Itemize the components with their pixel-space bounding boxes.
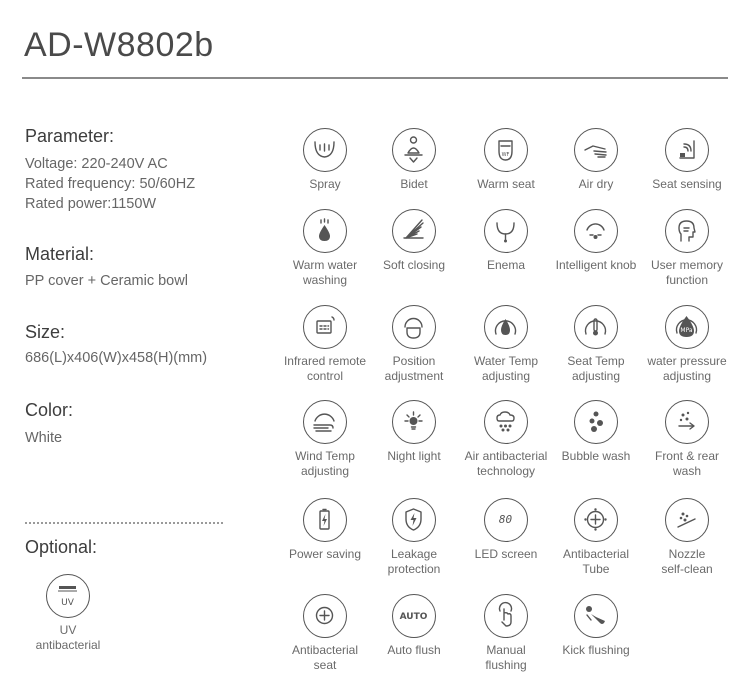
feature-label-line1: Air antibacterial [464,449,548,463]
feature-label-line1: water pressure [647,354,727,368]
feature-battery [277,498,373,562]
feature-front-rear [639,400,735,479]
feature-label-line2: self-clean [661,562,713,576]
size-heading: Size: [25,322,66,342]
color-value: White [25,430,63,446]
feature-label [366,547,462,577]
feature-air-antibacterial [458,400,554,479]
feature-label-line1: User memory [650,258,723,272]
feature-label [366,643,462,658]
feature-wind-temp [277,400,373,479]
optional-label-line2: antibacterial [35,638,101,652]
feature-label-line1: Antibacterial [291,643,359,657]
position-icon [392,305,436,349]
feature-label-line1: Water Temp [473,354,539,368]
material-heading: Material: [25,244,95,264]
feature-label [277,449,373,479]
feature-label [277,354,373,384]
feature-remote [277,305,373,384]
feature-label-line1: Warm seat [477,177,535,191]
feature-label-line1: Auto flush [387,643,441,657]
feature-label [639,547,735,577]
feature-label-line2: function [665,273,709,287]
feature-label [548,449,644,464]
enema-icon [484,209,528,253]
shield-icon [392,498,436,542]
parameter-power: Rated power:1150W [25,196,157,212]
color-heading: Color: [25,400,74,420]
section-divider [25,522,223,524]
feature-seat-temp [548,305,644,384]
feature-night-light [366,400,462,464]
feature-label-line2: adjustment [384,369,444,383]
feature-warm-seat [458,128,554,192]
feature-label [548,643,644,658]
auto-badge: AUTO [399,612,428,622]
feature-label [458,354,554,384]
feature-label [458,449,554,479]
feature-label [639,177,735,192]
nozzle-icon [665,498,709,542]
feature-label-line2: protection [387,562,441,576]
feature-label [548,354,644,384]
feature-label-line2: adjusting [300,464,350,478]
feature-label-line1: Bidet [400,177,428,191]
feature-label-line2: flushing [485,658,527,672]
feature-label-line2: adjusting [571,369,621,383]
uv-badge: UV [61,598,74,608]
size-value: 686(L)x406(W)x458(H)(mm) [25,350,208,366]
feature-label-line1: Front & rear [654,449,720,463]
auto-flush-icon [392,594,436,638]
feature-label-line1: Soft closing [382,258,446,272]
svg-text:WF: WF [501,152,510,158]
feature-enema [458,209,554,273]
feature-shield [366,498,462,577]
feature-water-temp [458,305,554,384]
seat-temp-icon [574,305,618,349]
feature-soft-closing [366,209,462,273]
bidet-icon [392,128,436,172]
feature-label-line2: seat [313,658,337,672]
seat-sensing-icon [665,128,709,172]
feature-label [458,643,554,673]
uv-lamp-icon [46,574,90,618]
feature-led [458,498,554,562]
feature-knob [548,209,644,273]
optional-label-line1: UV [59,623,77,637]
optional-heading: Optional: [25,537,98,557]
feature-spray [277,128,373,192]
feature-label-line1: Kick flushing [562,643,630,657]
feature-label-line2: wash [672,464,701,478]
feature-air-dry [548,128,644,192]
feature-antibacterial-seat [277,594,373,673]
feature-position [366,305,462,384]
kick-flush-icon [574,594,618,638]
led-icon [484,498,528,542]
feature-pressure [639,305,735,384]
feature-label [548,547,644,577]
feature-label-line1: Enema [486,258,526,272]
feature-label-line2: Tube [582,562,610,576]
feature-label-line1: Position [392,354,436,368]
feature-label [277,177,373,192]
antibacterial-tube-icon [574,498,618,542]
parameter-voltage: Voltage: 220-240V AC [25,156,168,172]
feature-label [366,177,462,192]
feature-label [277,258,373,288]
warm-seat-icon [484,128,528,172]
feature-label-line1: Air dry [578,177,614,191]
feature-label [458,547,554,562]
water-temp-icon [484,305,528,349]
feature-label-line1: Nozzle [668,547,706,561]
parameter-heading: Parameter: [25,126,115,146]
feature-label-line1: Spray [309,177,341,191]
feature-manual-flush [458,594,554,673]
feature-label [458,177,554,192]
feature-label-line1: Leakage [390,547,438,561]
feature-label-line1: Warm water [292,258,358,272]
feature-kick-flush [548,594,644,658]
page-title: AD-W8802b [24,26,214,64]
feature-bubble [548,400,644,464]
feature-label-line1: Seat Temp [567,354,625,368]
feature-label-line1: LED screen [474,547,538,561]
feature-label-line1: Manual [486,643,526,657]
feature-label-line1: Antibacterial [562,547,630,561]
feature-label-line2: washing [302,273,348,287]
feature-label-line1: Bubble wash [561,449,631,463]
parameter-list [25,154,195,214]
feature-label-line2: adjusting [662,369,712,383]
feature-label [548,177,644,192]
soft-closing-icon [392,209,436,253]
pressure-icon [665,305,709,349]
bubble-icon [574,400,618,444]
feature-warm-water [277,209,373,288]
feature-nozzle [639,498,735,577]
optional-item-uv [20,574,116,653]
feature-label [366,354,462,384]
material-value: PP cover + Ceramic bowl [25,273,188,289]
warm-water-icon [303,209,347,253]
remote-icon [303,305,347,349]
feature-label-line2: technology [476,464,536,478]
feature-label-line1: Intelligent knob [555,258,637,272]
feature-label-line2: control [306,369,344,383]
user-memory-icon [665,209,709,253]
parameter-frequency: Rated frequency: 50/60HZ [25,176,196,192]
air-dry-icon [574,128,618,172]
feature-label [366,449,462,464]
feature-auto-flush [366,594,462,658]
title-divider [22,77,728,79]
feature-label-line2: adjusting [481,369,531,383]
antibacterial-seat-icon [303,594,347,638]
battery-icon [303,498,347,542]
manual-flush-icon [484,594,528,638]
feature-label-line1: Power saving [288,547,362,561]
feature-label-line1: Infrared remote [283,354,367,368]
feature-label-line1: Seat sensing [652,177,722,191]
optional-item-label [20,623,116,653]
led-badge: 80 [498,513,513,526]
feature-label [277,643,373,673]
feature-label [639,258,735,288]
feature-label [639,354,735,384]
front-rear-icon [665,400,709,444]
feature-seat-sensing [639,128,735,192]
feature-label-line1: Night light [387,449,441,463]
feature-bidet [366,128,462,192]
pressure-badge: MPa [680,327,693,334]
knob-icon [574,209,618,253]
feature-label [458,258,554,273]
feature-label [366,258,462,273]
feature-label [639,449,735,479]
feature-label [277,547,373,562]
air-antibacterial-icon [484,400,528,444]
wind-temp-icon [303,400,347,444]
night-light-icon [392,400,436,444]
spray-icon [303,128,347,172]
feature-label-line1: Wind Temp [295,449,355,463]
feature-label [548,258,644,273]
feature-antibacterial-tube [548,498,644,577]
feature-user-memory [639,209,735,288]
